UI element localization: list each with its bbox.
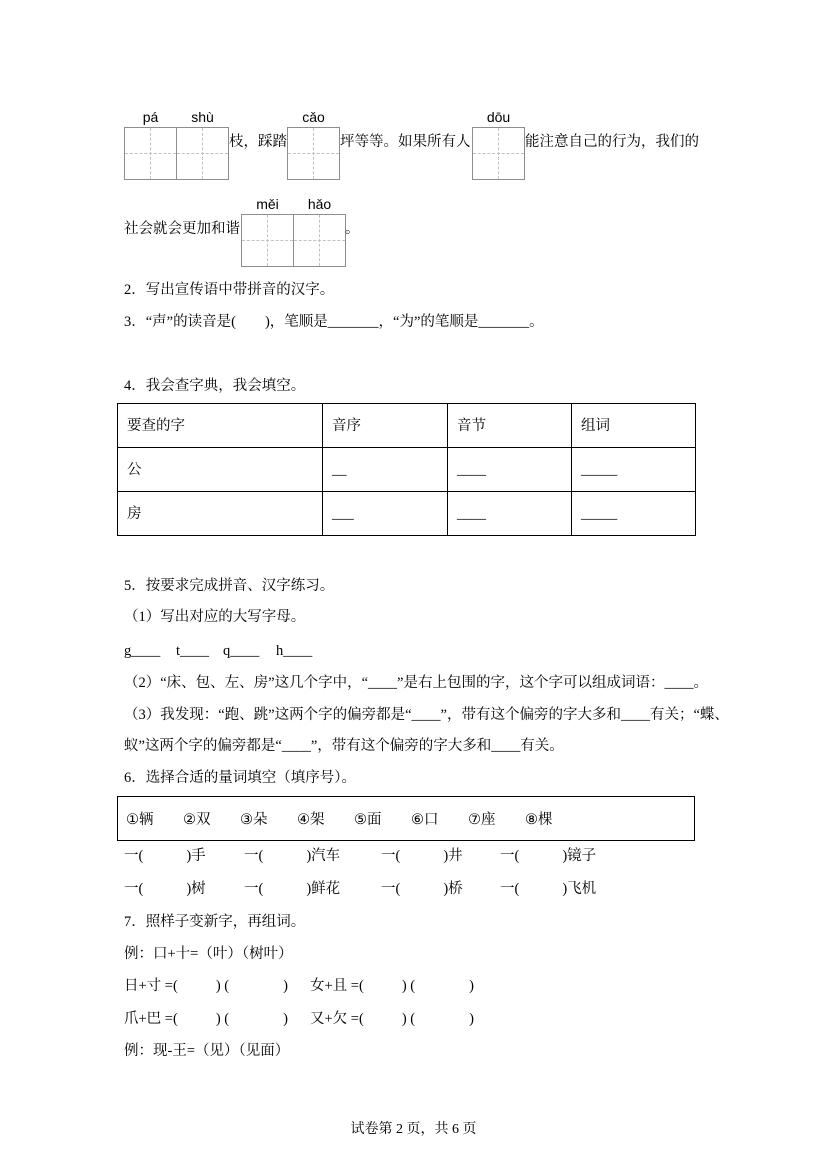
table-header-cell: 要查的字: [118, 404, 323, 448]
letter-blank: h____: [276, 643, 313, 659]
item-close: )汽车: [306, 848, 341, 864]
combine-expression: 又+欠 =(: [310, 1011, 364, 1027]
measure-word-option: ⑦座: [468, 812, 496, 828]
pinyin-label: dōu: [486, 109, 511, 125]
tianzige-box: [176, 127, 229, 180]
item-open: 一(: [500, 881, 520, 897]
answer-blank: _____: [572, 492, 696, 536]
tianzige-box: [472, 127, 525, 180]
page-footer: 试卷第 2 页，共 6 页: [350, 1122, 477, 1137]
item-open: 一(: [244, 848, 264, 864]
measure-word-option: ①辆: [126, 812, 154, 828]
measure-word-option: ③朵: [240, 812, 268, 828]
tianzige-box: [124, 127, 177, 180]
answer-blank: [178, 1022, 216, 1023]
writing-cell-shu: [176, 108, 229, 180]
grid-guide-vertical: [202, 128, 203, 179]
paren-close: ): [469, 1011, 474, 1027]
paren-close: ): [469, 978, 474, 994]
item-close: )树: [186, 881, 206, 897]
measure-word-item: [124, 879, 206, 899]
answer-blank: [229, 989, 283, 990]
passage-text: 能注意自己的行为，我们的: [525, 134, 699, 150]
combine-expression: 日+寸 =(: [124, 978, 178, 994]
measure-word-option: ⑥口: [411, 812, 439, 828]
answer-blank: [263, 892, 306, 893]
answer-blank: _____: [572, 448, 696, 492]
item-close: )飞机: [562, 881, 597, 897]
example-line: 例：口+十=（叶）（树叶）: [124, 946, 293, 962]
paren-separator: ) (: [401, 978, 416, 994]
letter-blank: q____: [223, 643, 260, 659]
item-close: )井: [443, 848, 463, 864]
table-row: [118, 448, 696, 492]
table-cell: 房: [118, 492, 323, 536]
item-open: 一(: [500, 848, 520, 864]
pinyin-label: hǎo: [307, 196, 332, 212]
paren-separator: ) (: [215, 1011, 230, 1027]
passage-text: 坪等等。如果所有人: [340, 134, 471, 150]
paren-separator: ) (: [401, 1011, 416, 1027]
answer-blank: [263, 859, 306, 860]
item-close: )鲜花: [306, 881, 341, 897]
table-header-cell: 音节: [448, 404, 572, 448]
item-open: 一(: [381, 848, 401, 864]
item-open: 一(: [124, 881, 144, 897]
table-header-cell: 组词: [572, 404, 696, 448]
pinyin-label: shù: [191, 109, 214, 125]
pinyin-label: pá: [142, 109, 159, 125]
combine-expression: 女+且 =(: [310, 978, 364, 994]
measure-word-item: [381, 879, 463, 899]
example-line: 例：现-王=（见）（见面）: [124, 1043, 290, 1059]
answer-blank: [415, 1022, 469, 1023]
paren-close: ): [283, 1011, 288, 1027]
answer-blank: [178, 989, 216, 990]
letter-blank: t____: [176, 643, 210, 659]
item-open: 一(: [381, 881, 401, 897]
answer-blank: [229, 1022, 283, 1023]
measure-word-item: [500, 846, 596, 866]
character-combine-item: [124, 1009, 288, 1029]
writing-cell-cao: [287, 108, 340, 180]
measure-word-row: [0, 846, 827, 866]
measure-word-options-box: [117, 796, 695, 841]
character-combine-item: [124, 976, 288, 996]
answer-blank: [364, 989, 402, 990]
answer-blank: [143, 892, 186, 893]
measure-word-option: ④架: [297, 812, 325, 828]
letter-blank: g____: [124, 643, 161, 659]
answer-blank: [519, 892, 562, 893]
question-7-title: 7．照样子变新字，再组词。: [124, 914, 306, 930]
tianzige-box: [293, 214, 346, 267]
answer-blank: [400, 892, 443, 893]
question-5-part-3-continued: 蚁”这两个字的偏旁都是“____”，带有这个偏旁的字大多和____有关。: [124, 738, 564, 754]
grid-guide-vertical: [313, 128, 314, 179]
answer-blank: [519, 859, 562, 860]
character-combine-row: [0, 976, 827, 996]
grid-guide-vertical: [319, 215, 320, 266]
tianzige-box: [287, 127, 340, 180]
character-combine-item: [310, 1009, 474, 1029]
answer-blank: [364, 1022, 402, 1023]
grid-guide-vertical: [498, 128, 499, 179]
measure-word-item: [244, 879, 340, 899]
answer-blank: ___: [323, 492, 448, 536]
paren-separator: ) (: [215, 978, 230, 994]
writing-cell-mei: [241, 195, 294, 267]
answer-blank: [400, 859, 443, 860]
table-row: [118, 492, 696, 536]
letter-blanks-row: [0, 641, 827, 661]
writing-cell-pa: [124, 108, 177, 180]
character-combine-item: [310, 976, 474, 996]
measure-word-option: ②双: [183, 812, 211, 828]
answer-blank: [415, 989, 469, 990]
measure-word-item: [244, 846, 340, 866]
tianzige-box: [241, 214, 294, 267]
pinyin-label: cǎo: [302, 109, 325, 125]
passage-period: 。: [345, 221, 360, 237]
question-5-part-2: （2）“床、包、左、房”这几个字中，“____”是右上包围的字，这个字可以组成词语：____。: [124, 675, 708, 691]
measure-word-option: ⑧棵: [525, 812, 553, 828]
measure-word-item: [381, 846, 463, 866]
measure-word-item: [500, 879, 596, 899]
table-header-cell: 音序: [323, 404, 448, 448]
measure-word-row: [0, 879, 827, 899]
paren-close: ): [283, 978, 288, 994]
item-close: )镜子: [562, 848, 597, 864]
grid-guide-vertical: [150, 128, 151, 179]
pinyin-label: měi: [256, 196, 279, 212]
table-header-row: [118, 404, 696, 448]
question-5-part-1: （1）写出对应的大写字母。: [124, 609, 306, 625]
answer-blank: [143, 859, 186, 860]
dictionary-lookup-table: [117, 403, 696, 536]
writing-cell-dou: [472, 108, 525, 180]
question-6-title: 6．选择合适的量词填空（填序号）。: [124, 770, 356, 786]
answer-blank: ____: [448, 492, 572, 536]
answer-blank: ____: [448, 448, 572, 492]
combine-expression: 爪+巴 =(: [124, 1011, 178, 1027]
question-3: 3．“声”的读音是( )，笔顺是_______，“为”的笔顺是_______。: [124, 314, 544, 330]
grid-guide-vertical: [267, 215, 268, 266]
table-cell: 公: [118, 448, 323, 492]
item-open: 一(: [124, 848, 144, 864]
item-close: )手: [186, 848, 206, 864]
question-4-title: 4．我会查字典，我会填空。: [124, 378, 306, 394]
writing-cell-hao: [293, 195, 346, 267]
question-2: 2．写出宣传语中带拼音的汉字。: [124, 282, 335, 298]
question-5-part-3: （3）我发现：“跑、跳”这两个字的偏旁都是“____”，带有这个偏旁的字大多和____有关；“蝶、: [124, 707, 729, 723]
answer-blank: __: [323, 448, 448, 492]
item-open: 一(: [244, 881, 264, 897]
passage-text: 枝，踩踏: [229, 134, 287, 150]
passage-text: 社会就会更加和谐: [124, 221, 240, 237]
measure-word-option: ⑤面: [354, 812, 382, 828]
character-combine-row: [0, 1009, 827, 1029]
measure-word-item: [124, 846, 206, 866]
question-5-title: 5．按要求完成拼音、汉字练习。: [124, 578, 335, 594]
item-close: )桥: [443, 881, 463, 897]
